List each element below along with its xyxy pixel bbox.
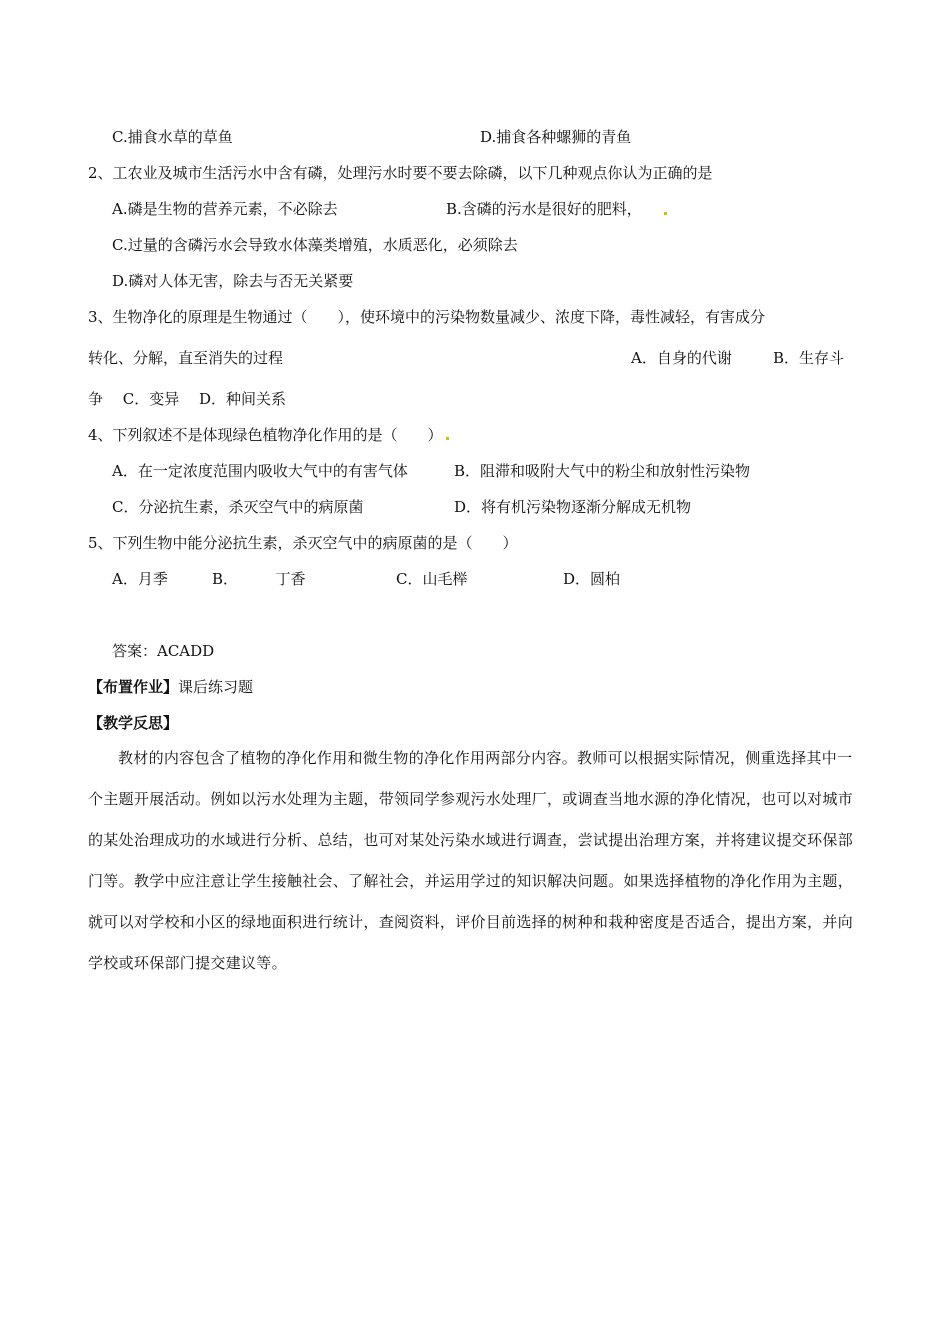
- homework-section: [88, 677, 253, 697]
- q5-option-a: A．月季: [112, 570, 168, 588]
- q4-option-a: A．在一定浓度范围内吸收大气中的有害气体: [112, 462, 408, 480]
- q2-option-b: B.含磷的污水是很好的肥料，: [446, 200, 642, 218]
- q4-option-b: B．阻滞和吸附大气中的粉尘和放射性污染物: [454, 462, 751, 480]
- q1-option-d: D.捕食各种螺狮的青鱼: [480, 128, 632, 146]
- q5-option-d: D．圆柏: [563, 570, 621, 588]
- answer-key: 答案：ACADD: [112, 642, 215, 660]
- q3-line2: 转化、分解，直至消失的过程: [88, 349, 284, 367]
- q4-option-c: C．分泌抗生素，杀灭空气中的病原菌: [112, 498, 364, 516]
- q5-option-c: C．山毛榉: [396, 570, 468, 588]
- q4-stem: 4、下列叙述不是体现绿色植物净化作用的是（ ）: [88, 426, 443, 444]
- q2-option-d: D.磷对人体无害，除去与否无关紧要: [112, 272, 354, 290]
- q5-stem: 5、下列生物中能分泌抗生素，杀灭空气中的病原菌的是（ ）: [88, 534, 518, 552]
- speck-mark: [446, 437, 449, 440]
- homework-label: 【布置作业】: [88, 678, 179, 696]
- q2-stem: 2、工农业及城市生活污水中含有磷，处理污水时要不要去除磷，以下几种观点你认为正确的是: [88, 164, 713, 182]
- q4-option-d: D．将有机污染物逐渐分解成无机物: [454, 498, 692, 516]
- q3-option-a: A．自身的代谢: [631, 349, 732, 367]
- q2-option-a: A.磷是生物的营养元素，不必除去: [112, 200, 338, 218]
- q3-line1: 3、生物净化的原理是生物通过（ ），使环境中的污染物数量减少、浓度下降，毒性减轻，有害成分: [88, 308, 766, 326]
- q5-option-b: B． 丁香: [212, 570, 306, 588]
- q3-option-b: B．生存斗: [773, 349, 845, 367]
- reflection-paragraph: 教材的内容包含了植物的净化作用和微生物的净化作用两部分内容。教师可以根据实际情况，侧重选择其中一个主题开展活动。例如以污水处理为主题，带领同学参观污水处理厂，或调查当地水源的净化情况，也可以对城市的某处治理成功的水域进行分析、总结，也可对某处污染水域进行调查，尝试提出治理方案，并将建议提交环保部门等。教学中应注意让学生接触社会、了解社会，并运用学过的知识解决问题。如果选择植物的净化作用为主题，就可以对学校和小区的绿地面积进行统计，查阅资料，评价目前选择的树种和栽种密度是否适合，提出方案，并向学校或环保部门提交建议等。: [88, 749, 854, 972]
- speck-mark: [664, 212, 667, 215]
- q1-option-c: C.捕食水草的草鱼: [112, 128, 233, 146]
- reflection-label: 【教学反思】: [88, 714, 179, 732]
- homework-text: 课后练习题: [178, 678, 254, 696]
- q2-option-c: C.过量的含磷污水会导致水体藻类增殖，水质恶化，必须除去: [112, 236, 518, 254]
- q3-line3: 争 C．变异 D．种间关系: [88, 390, 287, 408]
